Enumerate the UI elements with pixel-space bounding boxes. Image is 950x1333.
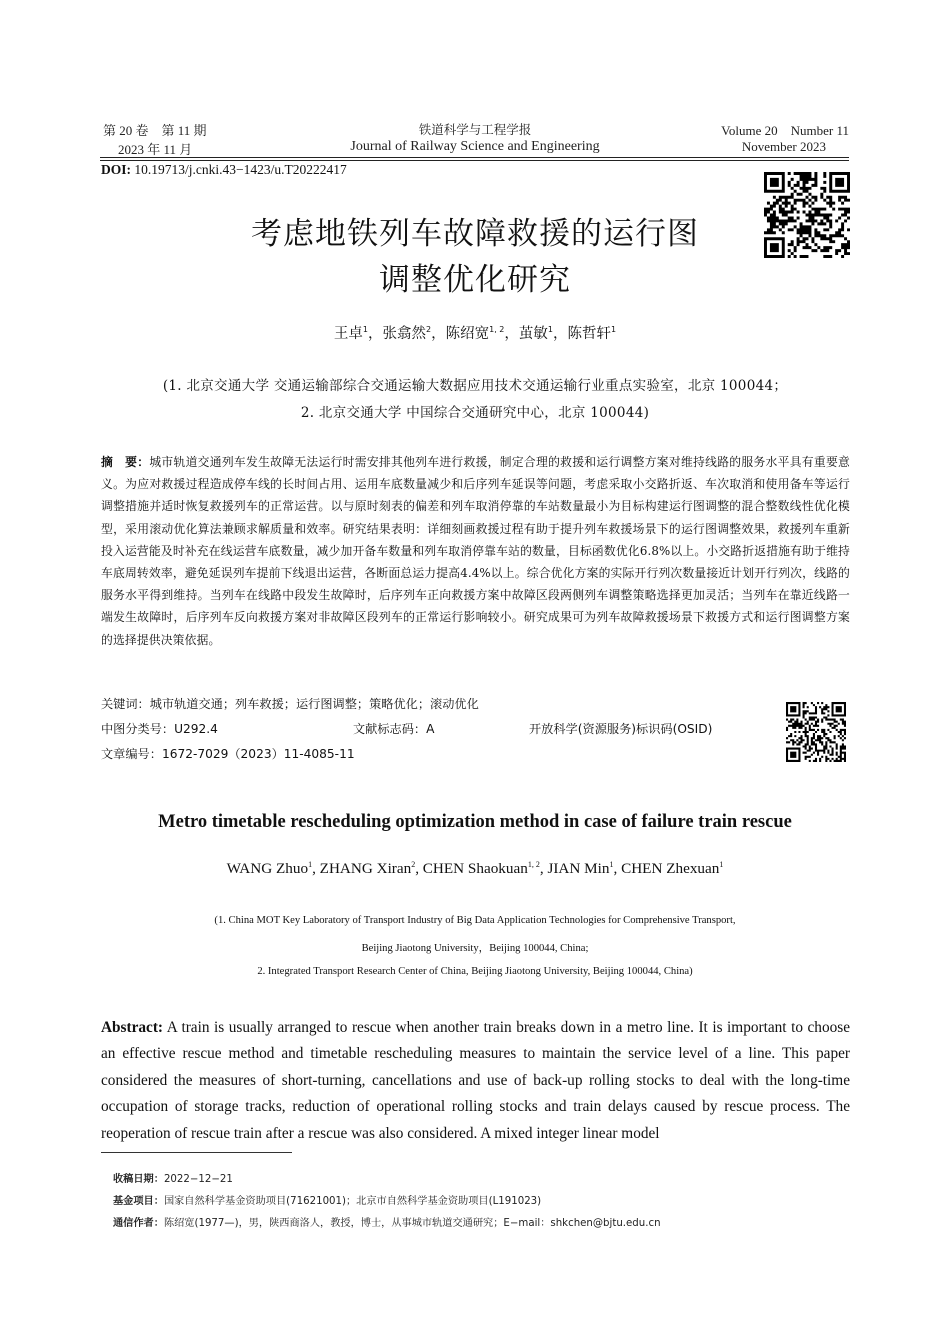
publication-date-en: November 2023 [741, 139, 826, 154]
affiliation-en: (1. China MOT Key Laboratory of Transport Industry of Big Data Application Technologies for Comprehensive Transport, [214, 915, 736, 926]
osid-label: 开放科学(资源服务)标识码(OSID) [529, 722, 713, 736]
volume-number-en: Volume 20 Number 11 [721, 123, 849, 138]
author-affiliation-mark: 1, 2 [489, 325, 505, 335]
abstract-label: Abstract: [101, 1019, 164, 1036]
journal-name-en: Journal of Railway Science and Engineering [350, 139, 600, 154]
author-affiliation-mark: 1 [719, 860, 724, 869]
article-number: 文章编号：1672-7029（2023）11-4085-11 [101, 747, 355, 761]
footnote-rule [101, 1152, 292, 1153]
affiliation-en: 2. Integrated Transport Research Center of China, Beijing Jiaotong University, Beijing 100044, China) [257, 966, 693, 977]
author-name: 陈绍宽 [445, 326, 490, 342]
author-affiliation-mark: 1, 2 [527, 860, 540, 869]
author-affiliation-mark: 1 [308, 860, 313, 869]
author-list-en: WANG Zhuo$^1$, ZHANG Xiran$^2$, CHEN Shaokuan$^{1, 2}$, JIAN Min$^1$, CHEN Zhexuan$^1$ [226, 860, 724, 878]
header-rule [100, 157, 849, 158]
received-date: 收稿日期：2022−12−21 [113, 1174, 233, 1185]
paper-title-en: Metro timetable rescheduling optimization method in case of failure train rescue [158, 812, 792, 832]
abstract-text: 城市轨道交通列车发生故障无法运行时需安排其他列车进行救援，制定合理的救援和运行调整方案对维持线路的服务水平具有重要意义。为应对救援过程造成停车线的长时间占用、运用车底数量减少和后序列车延误等问题，考虑采取小交路折返、车次取消和使用备车等运行调整措施并适时恢复救援列车的正常运营。以与原时刻表的偏差和列车取消停靠的车站数量最小为目标构建运行图调整的混合整数线性优化模型，采用滚动优化算法兼顾求解质量和效率。研究结果表明：详细刻画救援过程有助于提升列车救援场景下的运行图调整效果，救援列车重新投入运营能及时补充在线运营车底数量，减少加开备车数量和列车取消停靠车站的数量，目标函数优化6.8%以上。小交路折返措施有助于维持车底周转效率，避免延误列车提前下线退出运营，各断面总运力提高4.4%以上。综合优化方案的实际开行列次数量接近计划开行列次，线路的服务水平得到维持。当列车在线路中段发生故障时，后序列车正向救援方案中故障区段两侧列车调整策略选择更加灵活；当列车在靠近线路一端发生故障时，后序列车反向救援方案对非故障区段列车的正常运行影响较小。研究成果可为列车故障救援场景下救援方式和运行图调整方案的选择提供决策依据。 [101, 455, 850, 647]
corresponding-author: 通信作者：陈绍宽(1977—)，男，陕西商洛人，教授，博士，从事城市轨道交通研究；E−mail：shkchen@bjtu.edu.cn [113, 1218, 661, 1229]
author-name: ZHANG Xiran [319, 860, 412, 878]
author-affiliation-mark: 1 [609, 860, 614, 869]
abstract-cn [101, 451, 850, 651]
abstract-text: A train is usually arranged to rescue when another train breaks down in a metro line. It is important to choose an effective rescue method and timetable rescheduling measures to maintain the service level of a line. This paper considered the measures of short-turning, cancellations and use of back-up rolling stocks to deal with the long-time occupation of storage tracks, reduction of operational rolling stocks and train delays caused by rescue process. The reoperation of rescue train after a rescue was also considered. A mixed integer linear model [101, 1019, 850, 1142]
author-affiliation-mark: 2 [426, 325, 432, 335]
volume-issue: 第 20 卷 第 11 期 [103, 123, 207, 138]
clc-number: 中图分类号：U292.4 [101, 722, 218, 736]
doi[interactable]: DOI: 10.19713/j.cnki.43−1423/u.T20222417 [101, 162, 347, 177]
author-name: 张翕然 [382, 326, 427, 342]
abstract-en [101, 1015, 850, 1147]
abstract-label: 摘 要： [101, 455, 150, 469]
author-name: CHEN Zhexuan [621, 860, 720, 878]
affiliation-en: Beijing Jiaotong University，Beijing 100044, China; [361, 943, 589, 954]
author-name: JIAN Min [547, 860, 610, 878]
keywords-cn: 关键词：城市轨道交通；列车救援；运行图调整；策略优化；滚动优化 [101, 697, 479, 711]
author-list-cn: 王卓$^1$，张翕然$^2$，陈绍宽$^{1, 2}$，茧敏$^1$，陈哲轩$^1$ [333, 325, 617, 342]
author-affiliation-mark: 1 [547, 325, 553, 335]
author-affiliation-mark: 1 [362, 325, 369, 335]
paper-title-cn: 调整优化研究 [379, 262, 571, 298]
paper-title-cn: 考虑地铁列车故障救援的运行图 [251, 216, 699, 252]
author-affiliation-mark: 1 [610, 325, 617, 335]
header-rule [100, 160, 849, 161]
author-name: 陈哲轩 [567, 326, 611, 342]
author-name: CHEN Shaokuan [422, 860, 528, 878]
publication-date-cn: 2023 年 11 月 [118, 142, 193, 157]
affiliation-cn: (1. 北京交通大学 交通运输部综合交通运输大数据应用技术交通运输行业重点实验室，北京 100044； [162, 378, 788, 394]
osid-qr-code-icon [786, 702, 846, 762]
author-name: 王卓 [333, 326, 363, 342]
author-name: 茧敏 [518, 326, 548, 342]
funding: 基金项目：国家自然科学基金资助项目(71621001)；北京市自然科学基金资助项目(L191023) [113, 1196, 542, 1207]
affiliation-cn: 2. 北京交通大学 中国综合交通研究中心，北京 100044) [300, 405, 650, 421]
journal-name-cn: 铁道科学与工程学报 [418, 122, 532, 137]
author-affiliation-mark: 2 [411, 860, 416, 869]
author-name: WANG Zhuo [226, 860, 309, 878]
document-code: 文献标志码：A [353, 722, 435, 736]
